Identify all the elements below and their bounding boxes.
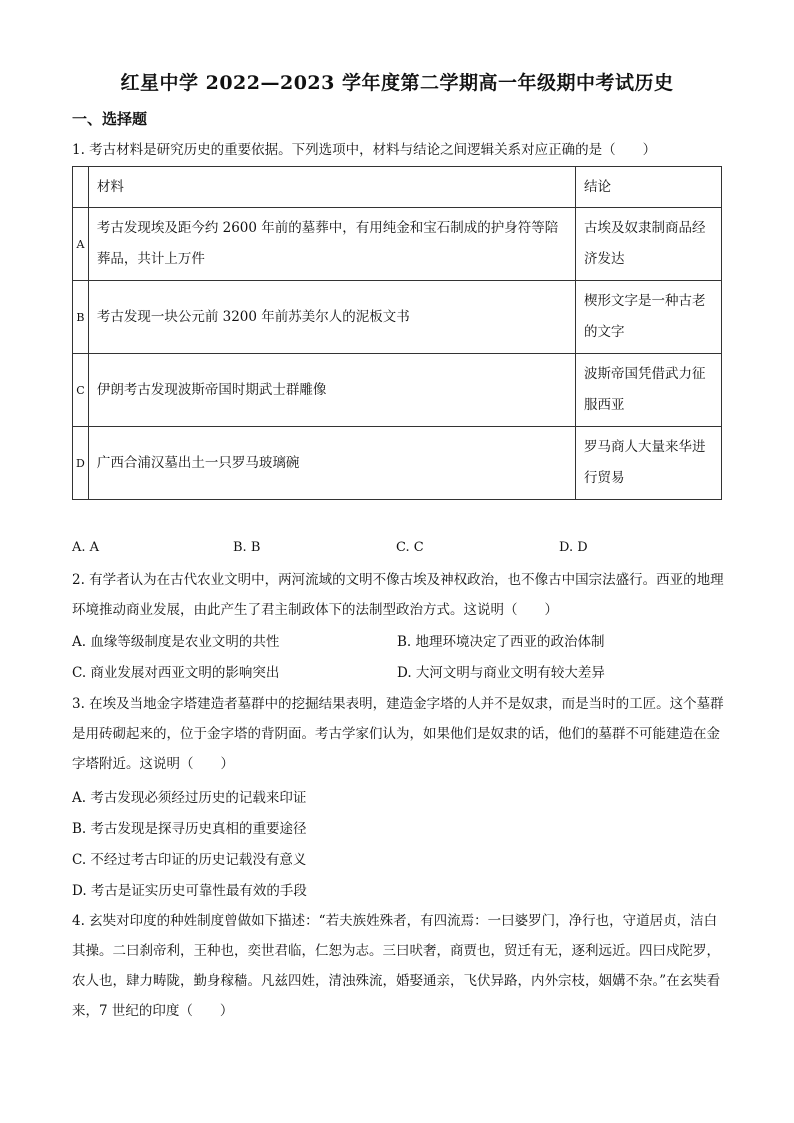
row-material: 伊朗考古发现波斯帝国时期武士群雕像 [88, 354, 575, 427]
row-conclusion: 波斯帝国凭借武力征服西亚 [576, 354, 722, 427]
table-row [73, 354, 722, 427]
q2-option-b[interactable]: B. 地理环境决定了西亚的政治体制 [397, 634, 605, 650]
row-label: C [73, 354, 89, 427]
table-cell-label [73, 167, 89, 208]
q2-option-d[interactable]: D. 大河文明与商业文明有较大差异 [397, 665, 605, 681]
row-material: 考古发现一块公元前 3200 年前苏美尔人的泥板文书 [88, 281, 575, 354]
row-material: 广西合浦汉墓出土一只罗马玻璃碗 [88, 427, 575, 500]
option-d[interactable]: D. D [559, 540, 588, 555]
question-2-stem: 2. 有学者认为在古代农业文明中，两河流域的文明不像古埃及神权政治，也不像古中国宗法盛行。西亚的地理环境推动商业发展，由此产生了君主制政体下的法制型政治方式。这说明（ ） [72, 572, 724, 618]
row-label: D [73, 427, 89, 500]
table-header-row [73, 167, 722, 208]
question-4-stem: 4. 玄奘对印度的种姓制度曾做如下描述：“若夫族姓殊者，有四流焉：一曰婆罗门，净行也，守道居贞，洁白其操。二曰刹帝利，王种也，奕世君临，仁恕为志。三曰吠奢，商贾也，贸迁有无，逐利远近。四曰戍陀罗，农人也，肆力畴陇，勤身稼穑。凡兹四姓，清浊殊流，婚娶通亲，飞伏异路，内外宗枝，姻媾不杂。”在玄奘看来，7 世纪的印度（ ） [72, 913, 721, 1019]
table-row [73, 427, 722, 500]
option-b[interactable]: B. B [233, 540, 261, 555]
table-row [73, 208, 722, 281]
section-heading: 一、选择题 [72, 110, 148, 128]
q3-option-b[interactable]: B. 考古发现是探寻历史真相的重要途径 [72, 821, 307, 837]
table-header-conclusion: 结论 [576, 167, 722, 208]
question-1-table [72, 166, 722, 500]
q2-option-a[interactable]: A. 血缘等级制度是农业文明的共性 [72, 634, 280, 650]
option-a[interactable]: A. A [72, 540, 100, 555]
row-material: 考古发现埃及距今约 2600 年前的墓葬中，有用纯金和宝石制成的护身符等陪葬品，共计上万件 [88, 208, 575, 281]
row-conclusion: 罗马商人大量来华进行贸易 [576, 427, 722, 500]
question-1-stem: 1. 考古材料是研究历史的重要依据。下列选项中，材料与结论之间逻辑关系对应正确的是（ ） [72, 142, 657, 158]
q3-option-c[interactable]: C. 不经过考古印证的历史记载没有意义 [72, 852, 307, 868]
page-title: 红星中学 2022—2023 学年度第二学期高一年级期中考试历史 [120, 72, 674, 94]
row-conclusion: 楔形文字是一种古老的文字 [576, 281, 722, 354]
row-label: B [73, 281, 89, 354]
q2-option-c[interactable]: C. 商业发展对西亚文明的影响突出 [72, 665, 280, 681]
option-c[interactable]: C. C [396, 540, 424, 555]
table-header-material: 材料 [88, 167, 575, 208]
q3-option-a[interactable]: A. 考古发现必须经过历史的记载来印证 [72, 790, 307, 806]
row-label: A [73, 208, 89, 281]
question-3-stem: 3. 在埃及当地金字塔建造者墓群中的挖掘结果表明，建造金字塔的人并不是奴隶，而是当时的工匠。这个墓群是用砖砌起来的，位于金字塔的背阴面。考古学家们认为，如果他们是奴隶的话，他们的墓群不可能建造在金字塔附近。这说明（ ） [72, 696, 724, 772]
row-conclusion: 古埃及奴隶制商品经济发达 [576, 208, 722, 281]
table-row [73, 281, 722, 354]
q3-option-d[interactable]: D. 考古是证实历史可靠性最有效的手段 [72, 883, 307, 899]
